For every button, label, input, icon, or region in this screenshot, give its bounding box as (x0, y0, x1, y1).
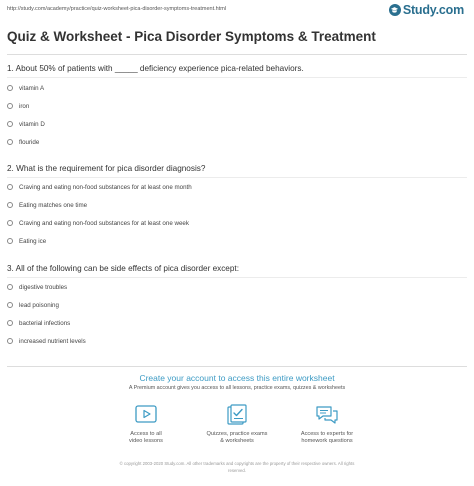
radio-button-icon[interactable] (7, 338, 13, 344)
study-logo[interactable] (389, 2, 464, 18)
option-label: iron (19, 102, 30, 110)
answer-option[interactable] (7, 200, 87, 210)
radio-button-icon[interactable] (7, 121, 13, 127)
copyright-line: © copyright 2003-2020 Study.com. All other trademarks and copyrights are the property of their respective owners. All rights (119, 461, 355, 466)
video-icon (133, 404, 159, 426)
question-2: 2. What is the requirement for pica disorder diagnosis? (7, 164, 206, 173)
answer-option[interactable] (7, 300, 59, 310)
answer-option[interactable] (7, 101, 29, 111)
answer-option[interactable] (7, 218, 189, 228)
option-label: digestive troubles (19, 283, 68, 291)
question-1: 1. About 50% of patients with _____ deficiency experience pica-related behaviors. (7, 64, 304, 73)
question-3: 3. All of the following can be side effects of pica disorder except: (7, 264, 239, 273)
option-label: Craving and eating non-food substances for at least one month (19, 183, 192, 191)
feature-label-line: Access to all (130, 431, 162, 437)
answer-option[interactable] (7, 137, 39, 147)
question-divider (7, 77, 467, 78)
answer-option[interactable] (7, 119, 45, 129)
answer-option[interactable] (7, 182, 192, 192)
answer-option[interactable] (7, 83, 44, 93)
radio-button-icon[interactable] (7, 103, 13, 109)
top-bar (0, 0, 474, 22)
answer-option[interactable] (7, 282, 67, 292)
option-label: flouride (19, 138, 40, 146)
option-label: bacterial infections (19, 319, 71, 327)
feature-quizzes (192, 404, 282, 445)
copyright-footer (0, 460, 474, 474)
radio-button-icon[interactable] (7, 202, 13, 208)
feature-video-lessons (101, 404, 191, 445)
radio-button-icon[interactable] (7, 320, 13, 326)
feature-label-line: video lessons (129, 438, 163, 444)
logo-text: Study.com (402, 3, 464, 17)
expert-chat-icon (314, 404, 340, 426)
page-title: Quiz & Worksheet - Pica Disorder Symptoms & Treatment (7, 29, 376, 44)
quiz-icon (224, 404, 250, 426)
create-account-link[interactable]: Create your account to access this entire worksheet (139, 373, 335, 383)
option-label: vitamin A (19, 84, 45, 92)
option-label: Eating ice (19, 237, 47, 245)
page-url[interactable]: http://study.com/academy/practice/quiz-worksheet-pica-disorder-symptoms-treatment.html (7, 6, 227, 12)
radio-button-icon[interactable] (7, 85, 13, 91)
question-divider (7, 277, 467, 278)
radio-button-icon[interactable] (7, 220, 13, 226)
radio-button-icon[interactable] (7, 184, 13, 190)
option-label: vitamin D (19, 120, 45, 128)
title-divider (7, 54, 467, 55)
feature-experts (282, 404, 372, 445)
cta-subtitle: A Premium account gives you access to all lessons, practice exams, quizzes & worksheets (128, 385, 346, 391)
copyright-line: reserved. (228, 468, 246, 473)
feature-label-line: Access to experts for (300, 431, 354, 437)
answer-option[interactable] (7, 318, 70, 328)
option-label: increased nutrient levels (19, 337, 86, 345)
cta-divider (7, 366, 467, 367)
feature-label (282, 431, 372, 445)
feature-label (101, 431, 191, 445)
question-divider (7, 177, 467, 178)
answer-option[interactable] (7, 236, 46, 246)
feature-label-line: Quizzes, practice exams (206, 431, 268, 437)
answer-option[interactable] (7, 336, 86, 346)
option-label: Craving and eating non-food substances for at least one week (19, 219, 189, 227)
radio-button-icon[interactable] (7, 284, 13, 290)
option-label: lead poisoning (19, 301, 59, 309)
radio-button-icon[interactable] (7, 238, 13, 244)
radio-button-icon[interactable] (7, 139, 13, 145)
option-label: Eating matches one time (19, 201, 88, 209)
feature-label (192, 431, 282, 445)
radio-button-icon[interactable] (7, 302, 13, 308)
feature-label-line: homework questions (301, 438, 353, 444)
feature-label-line: & worksheets (220, 438, 254, 444)
study-logo-icon (389, 4, 401, 16)
